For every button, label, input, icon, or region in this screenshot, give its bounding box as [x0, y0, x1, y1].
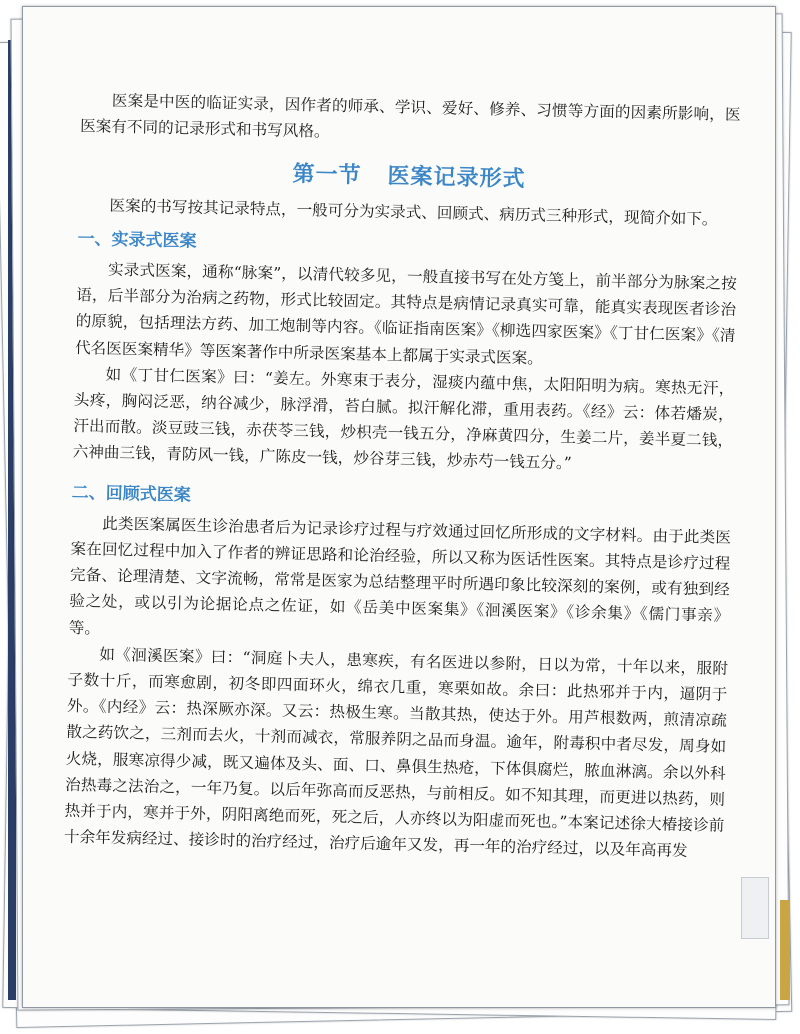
subsection-heading-1: 一、实录式医案 [77, 228, 197, 252]
subsection-2-paragraph-2: 如《洄溪医案》曰：“洞庭卜夫人，患寒疾，有名医进以参附，日以为常，十年以来，服附子数十斤，而寒愈剧，初冬即四面环火，绵衣几重，寒栗如故。余曰：此热邪并于内，逼阴于外。《内经》云：热深厥亦深。又云：热极生寒。当散其热，使达于外。用芦根数两，煎清凉疏散之药饮之，三剂而去火，十剂而减衣，常服养阴之品而身温。逾年，附毒积中者尽发，周身如火烧，服寒凉得少减，既又遍体及头、面、口、鼻俱生热疮，下体俱腐烂，脓血淋漓。余以外科治热毒之法治之，一年乃复。以后年弥高而反恶热，与前相反。如不知其理，而更进以热药，则热并于内，寒并于外，阴阳离绝而死，死之后，人亦终以为阳虚而死也。”本案记述徐大椿接诊前十余年发病经过、接诊时的治疗经过，治疗后逾年又发，再一年的治疗经过，以及年高再发 [63, 645, 729, 861]
subsection-2-paragraph-1: 此类医案属医生诊治患者后为记录诊疗过程与疗效通过回忆所形成的文字材料。由于此类医案在回忆过程中加入了作者的辨证思路和论治经验，所以又称为医话性医案。其特点是诊疗过程完备、论理清楚、文字流畅，常常是医家为总结整理平时所遇印象比较深刻的案例，或有独到经验之处，或以引为论据论点之佐证，如《岳美中医案集》《洄溪医案》《诊余集》《儒门事亲》等。 [68, 514, 732, 638]
page-edge-mark [741, 877, 769, 939]
book-cover-edge [780, 900, 790, 1000]
subsection-heading-2: 二、回顾式医案 [71, 482, 191, 506]
page-content [64, 87, 741, 865]
section-heading [79, 157, 739, 198]
section-lead-paragraph: 医案的书写按其记录特点，一般可分为实录式、回顾式、病历式三种形式，现简介如下。 [109, 196, 718, 229]
subsection-1-paragraph-2: 如《丁甘仁医案》曰：“姜左。外寒束于表分，湿痰内蕴中焦，太阳阳明为病。寒热无汗，头疼，胸闷泛恶，纳谷减少，脉浮滑，苔白腻。拟汗解化滞，重用表药。《经》云：体若燔炭，汗出而散。淡豆豉三钱，赤茯苓三钱，炒枳壳一钱五分，净麻黄四分，生姜二片，姜半夏二钱，六神曲三钱，青防风一钱，广陈皮一钱，炒谷芽三钱，炒赤芍一钱五分。” [72, 365, 735, 473]
section-number: 第一节 [292, 162, 362, 189]
document-page [22, 6, 776, 1008]
section-title: 医案记录形式 [387, 164, 526, 193]
subsection-1-paragraph-1: 实录式医案，通称“脉案”，以清代较多见，一般直接书写在处方笺上，前半部分为脉案之按语，后半部分为治病之药物，形式比较固定。其特点是病情记录真实可靠，能真实表现医者诊治的原貌，包括理法方药、加工炮制等内容。《临证指南医案》《柳选四家医案》《丁甘仁医案》《清代名医医案精华》等医案著作中所录医案基本上都属于实录式医案。 [74, 260, 737, 368]
intro-paragraph: 医案是中医的临证实录，因作者的师承、学识、爱好、修养、习惯等方面的因素所影响，医医案有不同的记录形式和书写风格。 [79, 91, 741, 141]
